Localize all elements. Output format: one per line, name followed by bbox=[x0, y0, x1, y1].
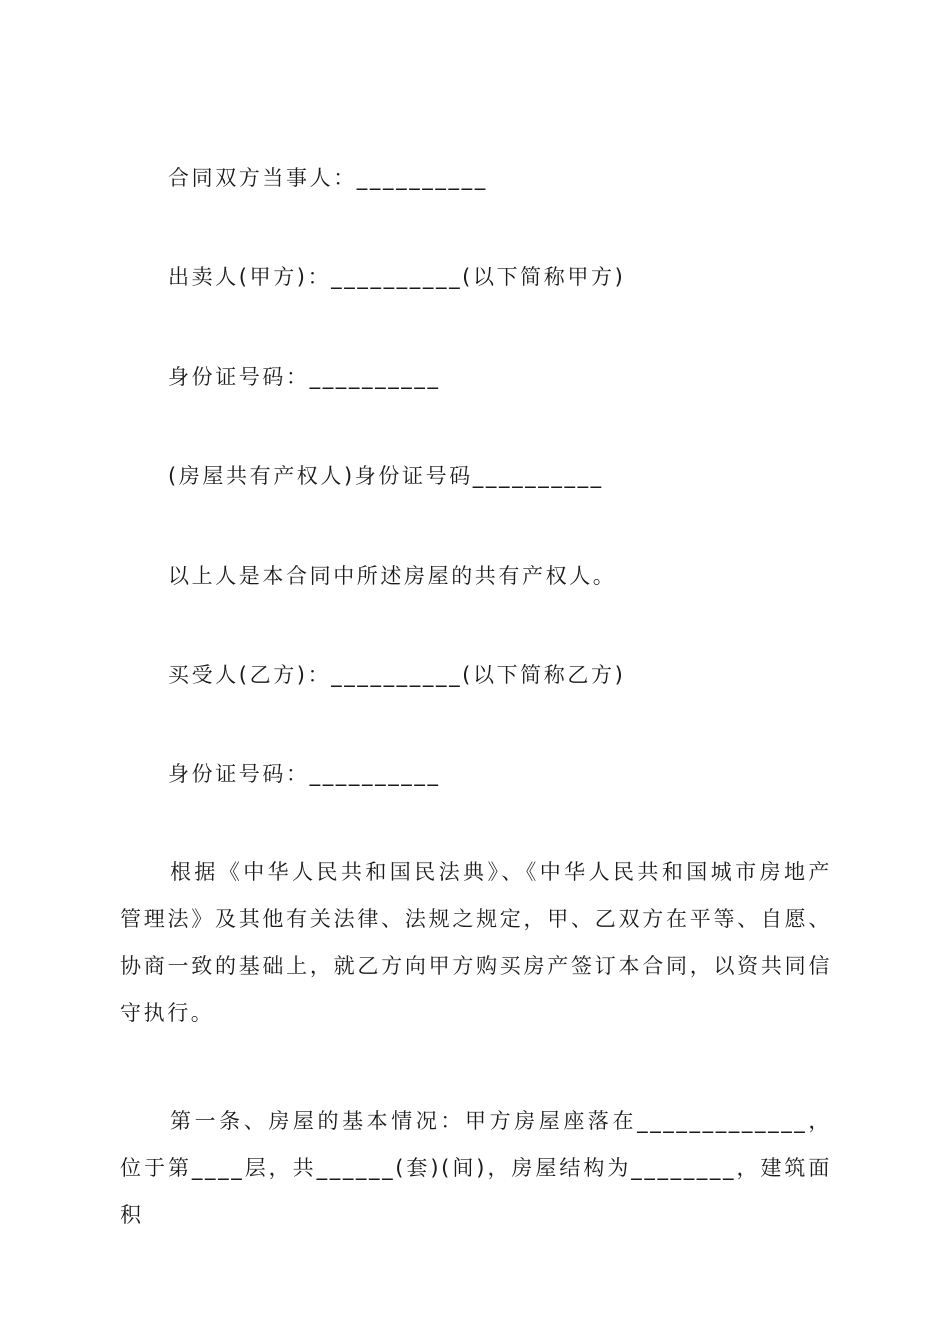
buyer-line: 买受人(乙方)：__________(以下简称乙方) bbox=[168, 663, 626, 687]
seller-line: 出卖人(甲方)：__________(以下简称甲方) bbox=[168, 265, 626, 289]
seller-id-line: 身份证号码：__________ bbox=[168, 365, 441, 389]
legal-basis-paragraph: 根据《中华人民共和国民法典》、《中华人民共和国城市房地产管理法》及其他有关法律、法规之规定，甲、乙双方在平等、自愿、协商一致的基础上，就乙方向甲方购买房产签订本合同，以资共同信守执行。 bbox=[120, 860, 832, 1025]
contract-parties-line: 合同双方当事人：__________ bbox=[168, 166, 488, 190]
co-owner-id-line: (房屋共有产权人)身份证号码__________ bbox=[168, 464, 604, 488]
buyer-id-line: 身份证号码：__________ bbox=[168, 762, 441, 786]
article-one-paragraph: 第一条、房屋的基本情况：甲方房屋座落在_____________，位于第____层，共______(套)(间)，房屋结构为________，建筑面积 bbox=[120, 1109, 832, 1227]
co-owner-statement-line: 以上人是本合同中所述房屋的共有产权人。 bbox=[168, 564, 617, 588]
